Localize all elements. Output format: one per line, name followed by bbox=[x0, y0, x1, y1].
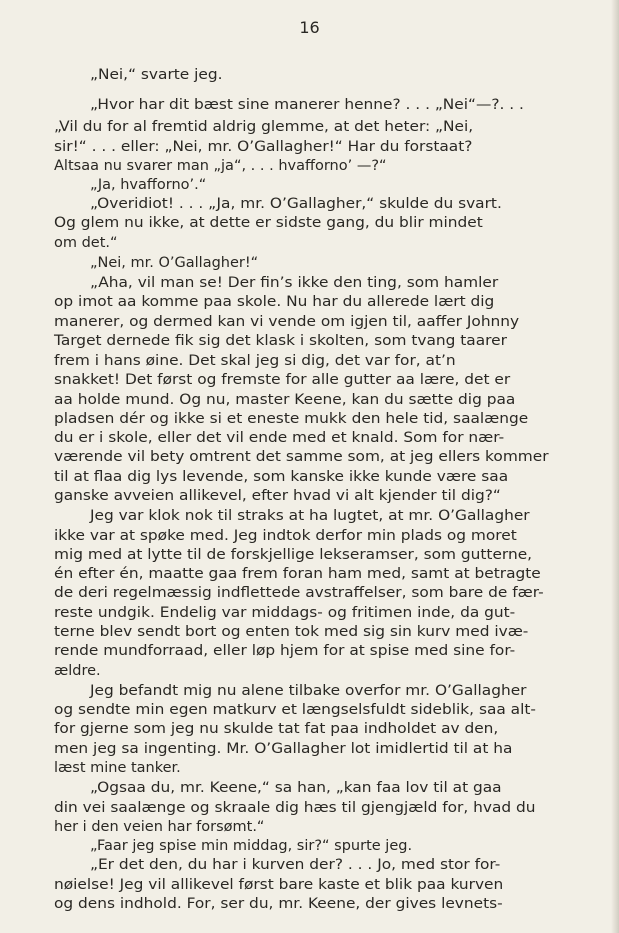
text-line: „Nei, mr. O’Gallagher!“ bbox=[90, 254, 259, 271]
text-line: Og glem nu ikke, at dette er sidste gang, du blir mindet bbox=[54, 215, 483, 232]
text-line: mig med at lytte til de forskjellige lekseramser, som gutterne, bbox=[54, 546, 533, 563]
text-line: læst mine tanker. bbox=[54, 760, 181, 777]
text-line: Target dernede fik sig det klask i skolten, som tvang taarer bbox=[54, 332, 507, 349]
text-line: „Vil du for al fremtid aldrig glemme, at det heter: „Nei, bbox=[54, 118, 474, 135]
page-number: 16 bbox=[299, 18, 320, 37]
text-line: Jeg befandt mig nu alene tilbake overfor mr. O’Gallagher bbox=[90, 682, 527, 699]
text-line: „Hvor har dit bæst sine manerer henne? . . . „Nei“—?. . . bbox=[90, 96, 524, 113]
text-line: „Ja, hvafforno’.“ bbox=[90, 176, 207, 193]
text-line: du er i skole, eller det vil ende med et knald. Som for nær- bbox=[54, 430, 505, 447]
text-line: aa holde mund. Og nu, master Keene, kan du sætte dig paa bbox=[54, 391, 516, 408]
text-line: op imot aa komme paa skole. Nu har du allerede lært dig bbox=[54, 294, 495, 311]
text-line: om det.“ bbox=[54, 234, 118, 251]
text-line: pladsen dér og ikke si et eneste mukk den hele tid, saalænge bbox=[54, 410, 529, 427]
text-line: Altsaa nu svarer man „ja“, . . . hvafforno’ —?“ bbox=[54, 158, 387, 175]
text-line: „Ogsaa du, mr. Keene,“ sa han, „kan faa lov til at gaa bbox=[90, 780, 502, 797]
text-line: men jeg sa ingenting. Mr. O’Gallagher lot imidlertid til at ha bbox=[54, 740, 513, 757]
text-line: ganske avveien allikevel, efter hvad vi alt kjender til dig?“ bbox=[54, 488, 501, 505]
text-line: „Faar jeg spise min middag, sir?“ spurte jeg. bbox=[90, 838, 413, 855]
text-line: ikke var at spøke med. Jeg indtok derfor min plads og moret bbox=[54, 527, 517, 544]
text-line: din vei saalænge og skraale dig hæs til gjengjæld for, hvad du bbox=[54, 799, 536, 816]
text-line: „Aha, vil man se! Der fin’s ikke den ting, som hamler bbox=[90, 274, 499, 291]
text-line: for gjerne som jeg nu skulde tat fat paa indholdet av den, bbox=[54, 721, 499, 738]
text-line: og dens indhold. For, ser du, mr. Keene, der gives levnets- bbox=[54, 896, 503, 912]
text-line: Jeg var klok nok til straks at ha lugtet, at mr. O’Gallagher bbox=[90, 508, 530, 525]
text-line: én efter én, maatte gaa frem foran ham med, samt at betragte bbox=[54, 566, 541, 583]
text-line: snakket! Det først og fremste for alle gutter aa lære, det er bbox=[54, 372, 511, 389]
text-line: rende mundforraad, eller løp hjem for at spise med sine for- bbox=[54, 643, 516, 660]
text-line: terne blev sendt bort og enten tok med sig sin kurv med ivæ- bbox=[54, 624, 529, 641]
page-edge-shadow bbox=[611, 0, 619, 933]
text-line: de deri regelmæssig indflettede avstraffelser, som bare de fær- bbox=[54, 585, 544, 602]
text-line: sir!“ . . . eller: „Nei, mr. O’Gallagher!“ Har du forstaat? bbox=[54, 138, 473, 155]
text-line: „Er det den, du har i kurven der? . . . Jo, med stor for- bbox=[90, 857, 501, 874]
text-line: frem i hans øine. Det skal jeg si dig, det var for, at’n bbox=[54, 352, 456, 369]
text-line: til at flaa dig lys levende, som kanske ikke kunde være saa bbox=[54, 468, 509, 485]
text-line: her i den veien har forsømt.“ bbox=[54, 818, 265, 835]
text-line: „Nei,“ svarte jeg. bbox=[90, 67, 223, 83]
text-line: og sendte min egen matkurv et længselsfuldt sideblik, saa alt- bbox=[54, 702, 536, 719]
text-line: ældre. bbox=[54, 662, 101, 679]
text-line: „Overidiot! . . . „Ja, mr. O’Gallagher,“ skulde du svart. bbox=[90, 195, 502, 212]
text-line: reste undgik. Endelig var middags- og fritimen inde, da gut- bbox=[54, 604, 516, 621]
text-line: manerer, og dermed kan vi vende om igjen til, aaffer Johnny bbox=[54, 313, 520, 330]
text-line: værende vil bety omtrent det samme som, at jeg ellers kommer bbox=[54, 449, 549, 466]
text-line: nøielse! Jeg vil allikevel først bare kaste et blik paa kurven bbox=[54, 876, 504, 893]
